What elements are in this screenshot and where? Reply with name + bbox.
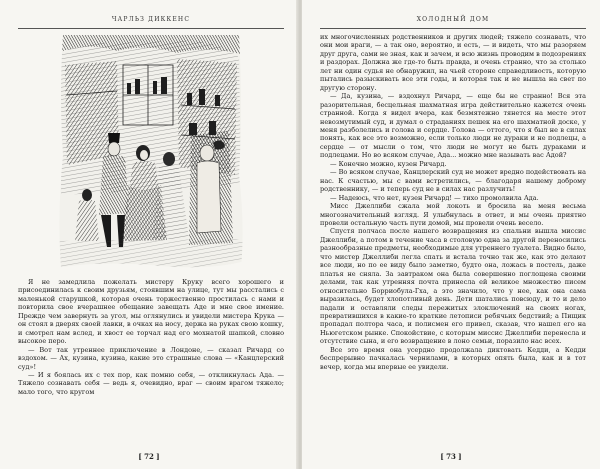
engraving-svg xyxy=(57,35,245,268)
paragraph: их многочисленных родственников и других людей; тяжело сознавать, что они мои враги, — а так оно, вероятно, и есть, — и видеть, что мы разоряем друг друга, сами не зная, как и зачем, и всю жизнь проводим в подозрениях и раздорах. Должна же где-то быть правда, и очень странно, что за столько лет ни один судья не обнаружил, на чьей стороне справедливость, которую пытались разыскивать все эти годы, и которая так и не вышла на свет по другую сторону. xyxy=(320,33,586,92)
engraving-illustration xyxy=(57,35,245,268)
right-page-text xyxy=(320,33,586,371)
paragraph: Мисс Джеллиби сжала мой локоть и бросила на меня весьма многозначительный взгляд. Я улыбнулась в ответ, и мы очень приятно провели остальную часть пути домой, мы провели очень весело. xyxy=(320,202,586,227)
paragraph: — Во всяком случае, Канцлерский суд не может вредно подействовать на нас. К счастью, мы с вами встретились, — благодаря нашему доброму родственнику, — и теперь суд не в силах нас разлучить! xyxy=(320,168,586,194)
page-number-right: [ 73 ] xyxy=(440,452,462,461)
header-rule-right xyxy=(320,28,586,29)
right-page xyxy=(302,0,600,469)
paragraph: — Да, кузина, — вздохнул Ричард, — еще бы не странно! Вся эта разорительная, бесцельная шахматная игра действительно кажется очень странной. Когда я видел вчера, как безмятежно тянется на месте этот невозмутимый суд, и думал о страданиях пешек на его шахматной доске, у меня разболелись и голова и сердце. Голова — оттого, что я был не в силах понять, как все это возможно, если только люди не дураки и не подлецы, а сердце — от мысли о том, что люди не могут не быть дураками и подлецами. Но во всяком случае, Ада... можно мне называть вас Адой? xyxy=(320,92,586,160)
running-head-right: ХОЛОДНЫЙ ДОМ xyxy=(416,16,490,23)
page-number-left: [ 72 ] xyxy=(138,452,160,461)
paragraph: Все это время она усердно продолжала диктовать Кедди, а Кедди беспрерывно пачкалась чернилами, в которых опять была, как и в тот вечер, когда мы впервые ее увидели. xyxy=(320,345,586,371)
paragraph: — И я боялась их с тех пор, как помню себя, — откликнулась Ада. — Тяжело сознавать себя — ведь я, очевидно, враг — своим врагом тяжело; мало того, что кругом xyxy=(18,370,284,396)
left-page-text xyxy=(18,278,284,396)
running-head-left: ЧАРЛЬЗ ДИККЕНС xyxy=(111,16,191,23)
header-rule-left xyxy=(18,28,284,29)
paragraph: — Надеюсь, что нет, кузен Ричард! — тихо промолвила Ада. xyxy=(330,193,539,202)
paragraph: Спустя полчаса после нашего возвращения из спальни вышла миссис Джеллиби, а потом в течение часа в столовую одна за другой переносились разнообразные предметы, необходимые для утреннего туалета. Видно было, что мистер Джеллиби легла спать и встала точно так же, как это делают все люди, но по ее виду было заметно, будто она, ложась в постель, даже платья не сняла. За завтраком она была совершенно поглощена своими делами, так как утренняя почта принесла ей великое множество писем относительно Борриобула-Гха, а это значило, что у нее, как она сама выразилась, будет хлопотливый день. Дети шатались повсюду, и то и дело падали и оставляли следы пережитых злоключений на своих ногах, превратившихся в какие-то краткие летописи ребячьих бедствий; а Пищик пропадал полтора часа, и полисмен его привел, сказав, что нашел его на Ньюгетском рынке. Спокойствие, с которым миссис Джеллиби перенесла и отсутствие сына, и его возвращение в лоно семьи, поразило нас всех. xyxy=(320,227,586,346)
paragraph: Я не замедлила пожелать мистеру Круку всего хорошего и присоединилась к своим друзьям, стоявшим на улице, тут мы расстались с маленькой старушкой, которая очень торжественно простилась с нами и повторила свое вчерашнее обещание завещать Аде и мне свое имение. Прежде чем завернуть за угол, мы оглянулись и увидели мистера Крука — он стоял в дверях своей лавки, в очках на носу, держа на руках свою кошку, и смотрел нам вслед, и хвост ее торчал над его мохнатой шапкой, словно высокое перо. xyxy=(18,278,284,346)
paragraph: — Конечно можно, кузен Ричард. xyxy=(330,159,447,168)
left-page xyxy=(0,0,298,469)
paragraph: — Вот так утреннее приключение в Лондоне, — сказал Ричард со вздохом. — Ах, кузина, кузина, какие это страшные слова — «Канцлерский суд»! xyxy=(18,345,284,371)
